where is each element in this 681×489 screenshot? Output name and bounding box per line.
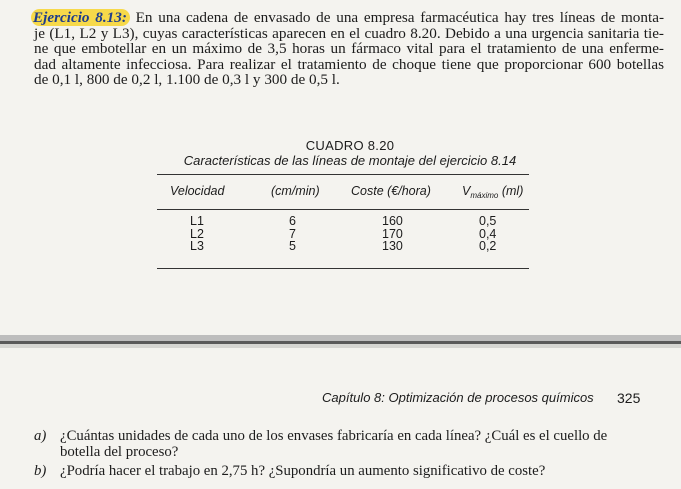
table-top-rule	[157, 174, 529, 175]
exercise-line-1: Ejercicio 8.13: En una cadena de envasado de una empresa farmacéutica hay tres líneas de monta-	[33, 9, 665, 26]
table-header-rule	[157, 209, 529, 210]
exercise-line-4: dad altamente infecciosa. Para realizar el tratamiento de choque tiene que proporcionar 600 botellas	[34, 55, 664, 73]
column-speed	[289, 215, 296, 253]
question-continuation: botella del proceso?	[60, 443, 179, 460]
header-speed: Velocidad	[170, 184, 225, 198]
header-unit: (cm/min)	[271, 184, 320, 198]
exercise-statement	[34, 10, 664, 88]
page-light-edge	[0, 344, 681, 348]
column-line	[190, 215, 204, 253]
table-bottom-rule	[157, 268, 529, 269]
question-label: b)	[34, 463, 47, 479]
table-cell: L3	[190, 239, 204, 253]
exercise-line-5: de 0,1 l, 800 de 0,2 l, 1.100 de 0,3 l y 300 de 0,5 l.	[34, 71, 340, 89]
header-cost: Coste (€/hora)	[351, 184, 431, 198]
exercise-label: Ejercicio 8.13:	[31, 9, 130, 26]
table-cell: 6	[289, 214, 296, 228]
table-cell: 5	[289, 239, 296, 253]
table-cell: L2	[190, 226, 204, 241]
header-vmax: $V_{máximo}$ (ml)	[462, 184, 524, 200]
table-caption: Características de las líneas de montaje del ejercicio 8.14	[183, 153, 517, 168]
table-cell: L1	[190, 214, 204, 228]
table-cell: 0,5	[479, 214, 497, 228]
table-title: CUADRO 8.20	[305, 138, 395, 153]
table-cell: 0,2	[479, 239, 497, 253]
table-cell: 7	[289, 226, 296, 241]
chapter-footer: Capítulo 8: Optimización de procesos químicos	[322, 390, 594, 405]
question-b: b) ¿Podría hacer el trabajo en 2,75 h? ¿Supondría un aumento significativo de coste?	[34, 463, 546, 479]
table-cell: 170	[382, 226, 403, 241]
exercise-line-3: ne que embotellar en un máximo de 3,5 horas un fármaco vital para el tratamiento de una enfermе-	[34, 40, 664, 58]
question-label: a)	[34, 428, 47, 444]
page-number: 325	[617, 390, 641, 406]
table-cell: 130	[382, 239, 403, 253]
exercise-line-2: je (L1, L2 y L3), cuyas características aparecen en el cuadro 8.20. Debido a una urgencia sanitaria tie-	[34, 24, 664, 42]
question-a: a) ¿Cuántas unidades de cada uno de los envases fabricaría en cada línea? ¿Cuál es el cuello de botella del proceso?	[34, 429, 654, 460]
column-vmax	[479, 215, 496, 253]
column-cost	[382, 215, 403, 253]
table-cell: 160	[382, 214, 403, 228]
table-cell: 0,4	[479, 226, 497, 241]
